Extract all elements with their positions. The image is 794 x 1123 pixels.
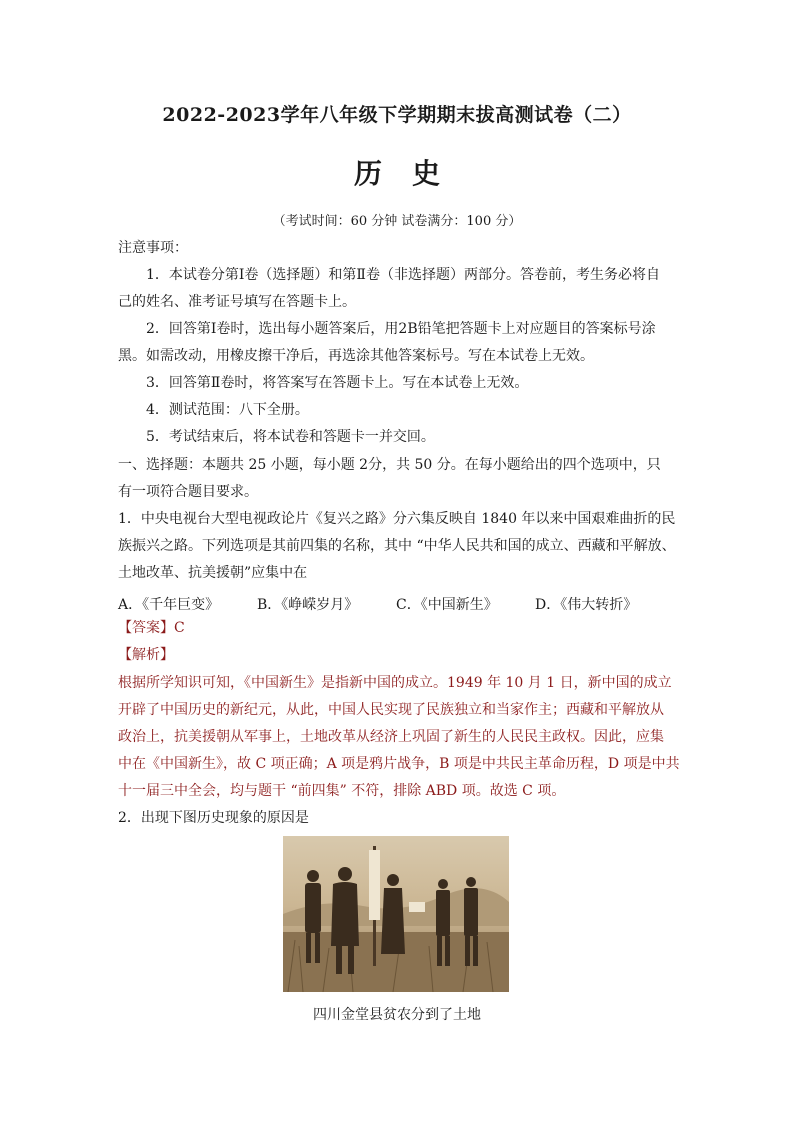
option-d: D．《伟大转折》 [535,597,638,613]
analysis-line: 政治上，抗美援朝从军事上，土地改革从经济上巩固了新生的人民民主政权。因此，应集 [118,729,664,745]
question-1-stem: 土地改革、抗美援朝”应集中在 [118,565,308,581]
photo-caption: 四川金堂县贫农分到了土地 [313,1007,481,1023]
analysis-line: 开辟了中国历史的新纪元，从此，中国人民实现了民族独立和当家作主；西藏和平解放从 [118,702,664,718]
option-c: C．《中国新生》 [396,597,498,613]
note-line: 3．回答第Ⅱ卷时，将答案写在答题卡上。写在本试卷上无效。 [146,375,529,391]
answer-label: 【答案】 [118,620,174,636]
question-1-stem: 族振兴之路。下列选项是其前四集的名称，其中 “中华人民共和国的成立、西藏和平解放、 [118,538,676,554]
option-b: B．《峥嵘岁月》 [257,597,359,613]
question-2-stem: 2．出现下图历史现象的原因是 [118,810,309,826]
note-line: 己的姓名、准考证号填写在答题卡上。 [118,294,356,310]
subject-title: 历史 [353,157,470,190]
section-heading-cont: 有一项符合题目要求。 [118,484,258,500]
analysis-line: 十一届三中全会，均与题干 “前四集” 不符，排除 ABD 项。故选 C 项。 [118,783,566,799]
analysis-line: 根据所学知识可知，《中国新生》是指新中国的成立。1949 年 10 月 1 日，新中国的成立 [118,675,672,691]
exam-info: （考试时间：60 分钟 试卷满分：100 分） [272,214,522,229]
note-line: 1．本试卷分第Ⅰ卷（选择题）和第Ⅱ卷（非选择题）两部分。答卷前，考生务必将自 [146,267,660,283]
section-heading: 一、选择题：本题共 25 小题，每小题 2分，共 50 分。在每小题给出的四个选项中，只 [118,457,661,473]
note-line: 2．回答第Ⅰ卷时，选出每小题答案后，用2B铅笔把答题卡上对应题目的答案标号涂 [146,321,656,337]
analysis-line: 中在《中国新生》，故 C 项正确；A 项是鸦片战争，B 项是中共民主革命历程，D 项是中共 [118,756,680,772]
historical-photo [283,836,509,992]
option-a: A．《千年巨变》 [118,597,220,613]
note-line: 4．测试范围：八下全册。 [146,402,309,418]
question-1-options [118,594,678,614]
paper-title: 2022-2023学年八年级下学期期末拔高测试卷（二） [162,104,632,126]
answer-line [118,621,678,635]
note-line: 5．考试结束后，将本试卷和答题卡一并交回。 [146,429,435,445]
notes-heading: 注意事项： [118,240,188,256]
analysis-label: 【解析】 [118,647,174,663]
answer-value: C [174,620,185,636]
question-1-stem: 1．中央电视台大型电视政论片《复兴之路》分六集反映自 1840 年以来中国艰难曲折的民 [118,511,676,527]
note-line: 黑。如需改动，用橡皮擦干净后，再选涂其他答案标号。写在本试卷上无效。 [118,348,594,364]
